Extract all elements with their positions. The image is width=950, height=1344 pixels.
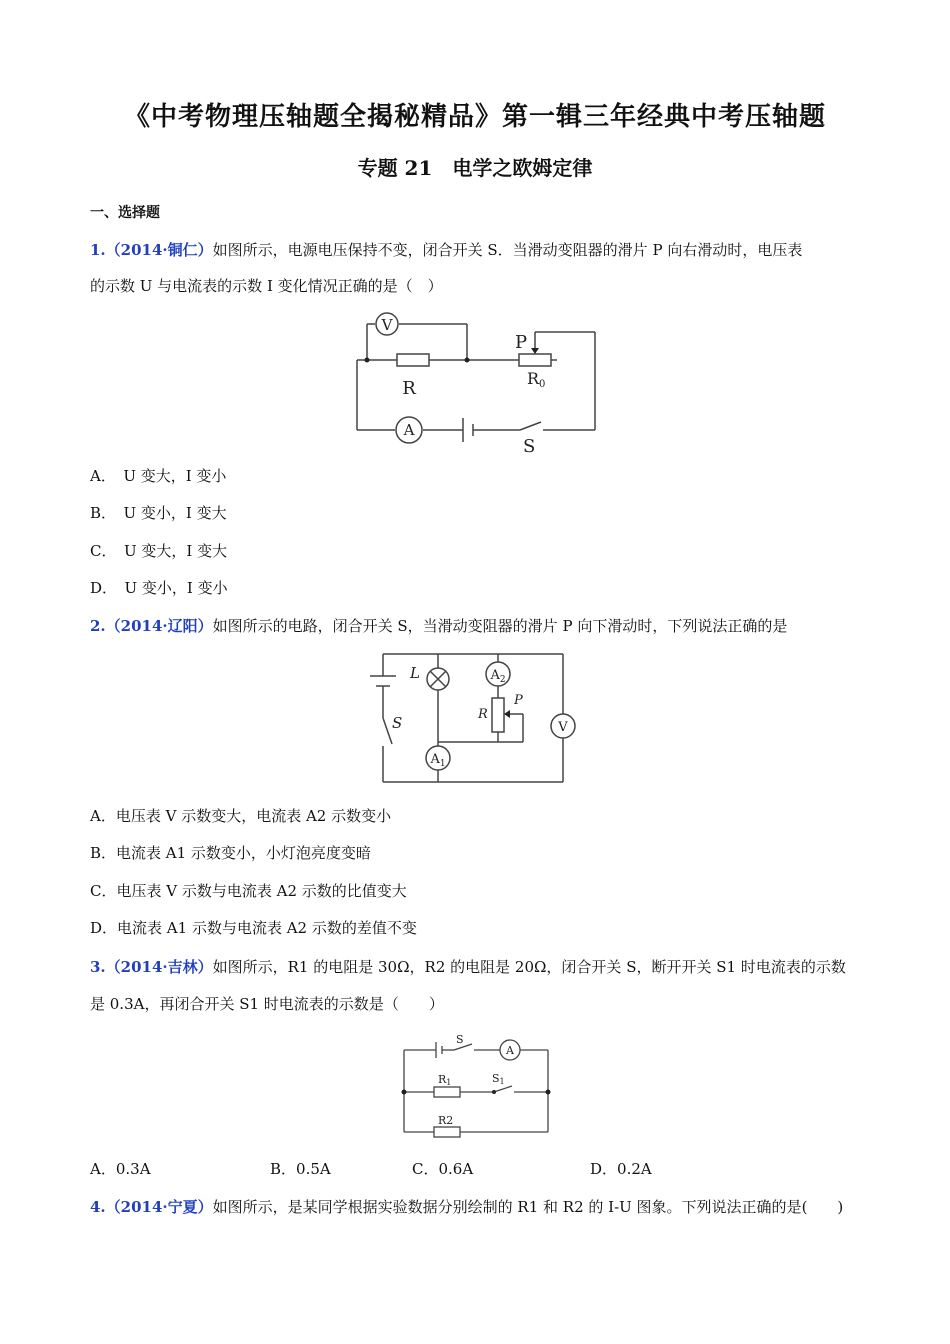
ammeter-a1-label: $A_1$ <box>430 752 446 769</box>
question-3-line1: 如图所示，R1 的电阻是 30Ω，R2 的电阻是 20Ω，闭合开关 S，断开开关 S1 时电流表的示数 <box>212 958 846 976</box>
slider-p-label: P <box>514 693 523 708</box>
q1-option-a: A． U 变大，I 变小 <box>90 467 227 485</box>
question-3-text <box>90 957 865 977</box>
question-4-text <box>90 1197 865 1217</box>
ammeter-a2-label: $A_2$ <box>490 668 506 685</box>
q2-option-c: C．电压表 V 示数与电流表 A2 示数的比值变大 <box>90 882 407 900</box>
q3-option-b: B．0.5A <box>270 1160 331 1178</box>
section-heading: 一、选择题 <box>90 205 160 221</box>
question-1-line2: 的示数 U 与电流表的示数 I 变化情况正确的是（ ） <box>90 277 443 295</box>
page-title: 《中考物理压轴题全揭秘精品》第一辑三年经典中考压轴题 <box>123 102 826 132</box>
resistor-r1-label: R1 <box>438 1073 452 1087</box>
slider-p-label: P <box>515 332 528 353</box>
switch-s-label: S <box>392 714 403 732</box>
topic-subtitle: 专题 21 电学之欧姆定律 <box>357 156 593 180</box>
resistor-r-label: R <box>402 378 416 399</box>
switch-s1-label: S1 <box>492 1072 505 1086</box>
switch-s-label: S <box>456 1033 464 1046</box>
question-3-number: 3.（2014·吉林） <box>90 958 213 976</box>
question-3-line2: 是 0.3A，再闭合开关 S1 时电流表的示数是（ ） <box>90 995 444 1013</box>
rheostat-r-label: R <box>478 707 488 722</box>
question-4-number: 4.（2014·宁夏） <box>90 1198 213 1216</box>
question-2-number: 2.（2014·辽阳） <box>90 617 213 635</box>
resistor-r2-label: R2 <box>438 1114 454 1127</box>
q3-option-d: D．0.2A <box>590 1160 652 1178</box>
question-4-line1: 如图所示，是某同学根据实验数据分别绘制的 R1 和 R2 的 I-U 图象。下列说法正确的是( ) <box>212 1198 844 1216</box>
question-2-text <box>90 616 865 636</box>
ammeter-label: A <box>403 421 415 439</box>
voltmeter-label: V <box>381 316 393 334</box>
switch-s-label: S <box>523 436 536 456</box>
question-1-line1: 如图所示，电源电压保持不变，闭合开关 S．当滑动变阻器的滑片 P 向右滑动时，电压表 <box>212 241 803 259</box>
rheostat-r0-label: R0 <box>527 369 546 390</box>
q2-option-b: B．电流表 A1 示数变小，小灯泡亮度变暗 <box>90 844 371 862</box>
q1-option-c: C． U 变大，I 变大 <box>90 542 228 560</box>
question-1-text <box>90 240 865 260</box>
circuit-diagram-3 <box>396 1030 556 1140</box>
lamp-l-label: L <box>410 664 420 682</box>
q2-option-d: D．电流表 A1 示数与电流表 A2 示数的差值不变 <box>90 919 417 937</box>
q2-option-a: A．电压表 V 示数变大，电流表 A2 示数变小 <box>90 807 392 825</box>
ammeter-label: A <box>506 1044 514 1057</box>
circuit-diagram-1 <box>345 304 615 456</box>
q3-option-a: A．0.3A <box>90 1160 151 1178</box>
q1-option-b: B． U 变小，I 变大 <box>90 504 227 522</box>
question-1-number: 1.（2014·铜仁） <box>90 241 213 259</box>
question-2-line1: 如图所示的电路，闭合开关 S，当滑动变阻器的滑片 P 向下滑动时，下列说法正确的是 <box>212 617 788 635</box>
voltmeter-label: V <box>558 720 568 735</box>
circuit-diagram-2 <box>368 646 588 788</box>
q1-option-d: D． U 变小，I 变小 <box>90 579 228 597</box>
q3-option-c: C．0.6A <box>412 1160 474 1178</box>
